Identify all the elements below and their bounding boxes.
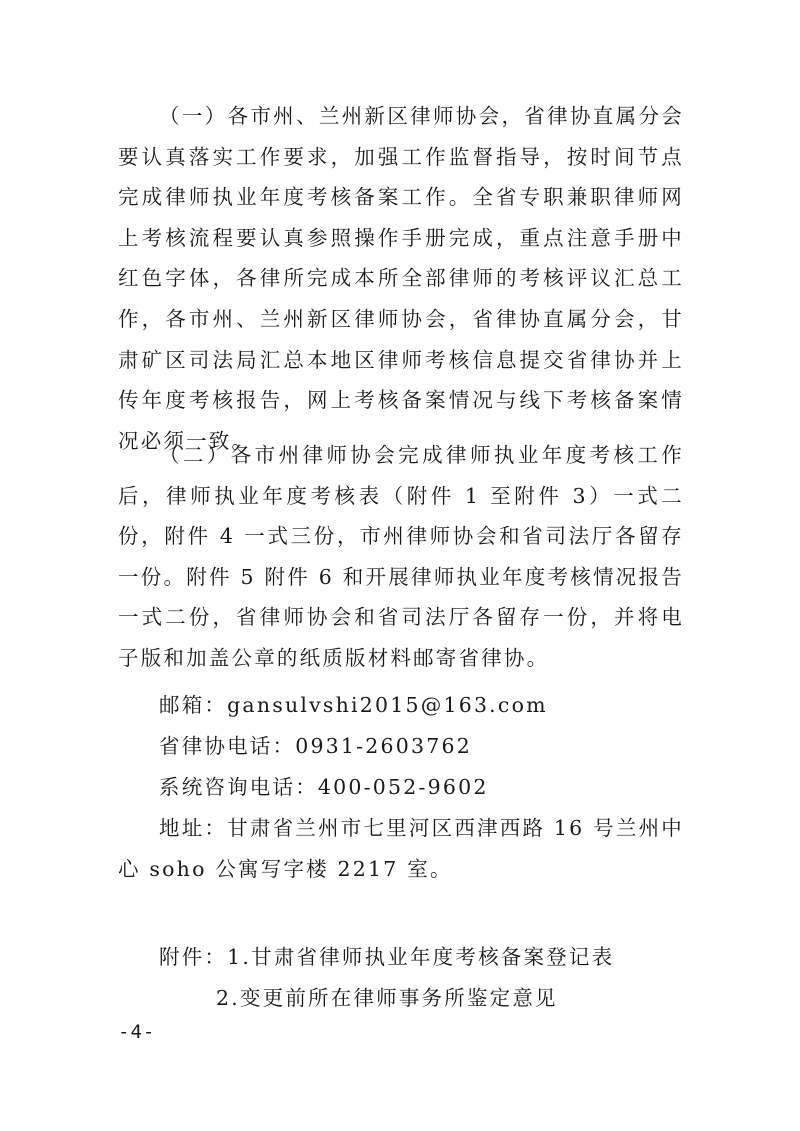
attachment-item: 2.变更前所在律师事务所鉴定意见 [216,986,558,1010]
paragraph-1: （一）各市州、兰州新区律师协会，省律协直属分会要认真落实工作要求，加强工作监督指导，按时间节点完成律师执业年度考核备案工作。全省专职兼职律师网上考核流程要认真参照操作手册完成，重点注意手册中红色字体，各律所完成本所全部律师的考核评议汇总工作，各市州、兰州新区律师协会，省律协直属分会，甘肃矿区司法局汇总本地区律师考核信息提交省律协并上传年度考核报告，网上考核备案情况与线下考核备案情况必须一致。 [118,104,684,453]
contact-address: 地址：甘肃省兰州市七里河区西津西路 16 号兰州中心 soho 公寓写字楼 2217 室。 [118,816,684,881]
contact-email: 邮箱：gansulvshi2015@163.com [159,693,548,717]
attachment-item: 1.甘肃省律师执业年度考核备案登记表 [227,945,615,969]
attachments-label: 附件： [159,945,228,969]
contact-phone: 省律协电话：0931-2603762 [159,734,472,758]
paragraph-2: （二）各市州律师协会完成律师执业年度考核工作后，律师执业年度考核表（附件 1 至附件 3）一式二份，附件 4 一式三份，市州律师协会和省司法厅各留存一份。附件 5 附件 6 和开展律师执业年度考核情况报告一式二份，省律师协会和省司法厅各留存一份，并将电子版和加盖公章的纸质版材料邮寄省律协。 [118,443,684,670]
contact-hotline: 系统咨询电话：400-052-9602 [159,775,489,799]
page-number: -4- [118,1021,156,1043]
